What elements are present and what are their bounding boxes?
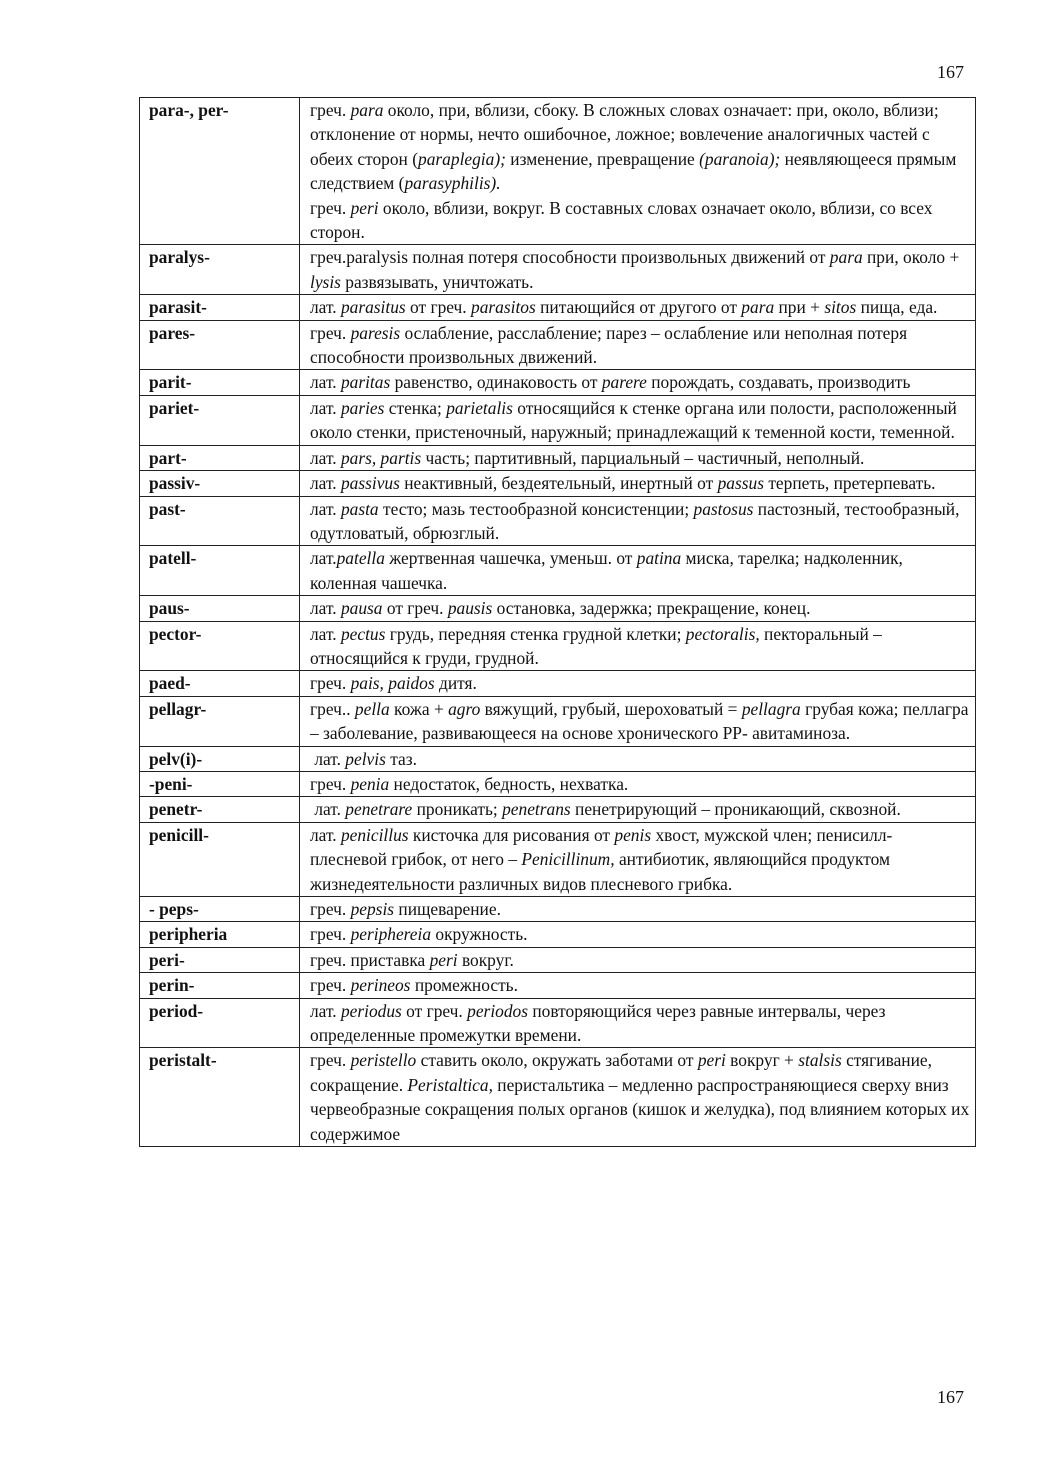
entry-definition xyxy=(300,320,976,370)
entry-definition xyxy=(300,621,976,671)
entry-term: paed- xyxy=(140,671,300,696)
entry-term: peristalt- xyxy=(140,1048,300,1147)
dictionary-row xyxy=(140,445,976,470)
entry-definition xyxy=(300,1048,976,1147)
entry-term: parit- xyxy=(140,370,300,395)
entry-definition-text: греч. penia недостаток, бедность, нехватка. xyxy=(310,773,629,794)
entry-term: para-, per- xyxy=(140,98,300,245)
entry-term: pelv(i)- xyxy=(140,746,300,771)
dictionary-row xyxy=(140,746,976,771)
entry-term: -peni- xyxy=(140,771,300,796)
entry-definition-text: греч. pepsis пищеварение. xyxy=(310,899,501,919)
entry-term: pector- xyxy=(140,621,300,671)
entry-term: peri- xyxy=(140,947,300,972)
entry-definition xyxy=(300,295,976,320)
entry-definition xyxy=(300,947,976,972)
entry-term: - peps- xyxy=(140,897,300,922)
entry-term: pariet- xyxy=(140,395,300,445)
entry-definition xyxy=(300,546,976,596)
dictionary-row xyxy=(140,98,976,245)
entry-definition-text: греч. perineos промежность. xyxy=(310,975,518,996)
entry-term: peripheria xyxy=(140,922,300,947)
dictionary-row xyxy=(140,696,976,746)
dictionary-row xyxy=(140,496,976,546)
dictionary-row xyxy=(140,546,976,596)
entry-term: patell- xyxy=(140,546,300,596)
entry-definition-text: лат. periodus от греч. periodos повторяющийся через равные интервалы, через определенные промежутки времени. xyxy=(310,1000,886,1046)
dictionary-row xyxy=(140,395,976,445)
entry-definition-text: греч. peristello ставить около, окружать заботами от peri вокруг + stalsis стягивание, сокращение. Peristaltica, перистальтика – медленно распространяющиеся сверху вниз червеобразные сокращения полых органов (кишок и желудка), под влиянием которых их содержимое xyxy=(310,1050,970,1144)
entry-definition xyxy=(300,797,976,822)
entry-term: paralys- xyxy=(140,245,300,295)
entry-definition-text: греч. pais, paidos дитя. xyxy=(310,673,477,694)
entry-definition xyxy=(300,471,976,496)
entry-definition xyxy=(300,746,976,771)
page-number-bottom: 167 xyxy=(937,1387,964,1407)
entry-definition xyxy=(300,998,976,1048)
entry-definition xyxy=(300,245,976,295)
entry-definition-text: лат.patella жертвенная чашечка, уменьш. от patina миска, тарелка; надколенник, коленная чашечка. xyxy=(310,548,903,593)
dictionary-row xyxy=(140,295,976,320)
dictionary-row xyxy=(140,370,976,395)
entry-definition xyxy=(300,822,976,896)
entry-definition-text: лат. pars, partis часть; партитивный, парциальный – частичный, неполный. xyxy=(310,447,865,468)
dictionary-row xyxy=(140,973,976,998)
dictionary-body xyxy=(140,98,976,1147)
entry-definition xyxy=(300,395,976,445)
entry-term: penetr- xyxy=(140,797,300,822)
dictionary-row xyxy=(140,596,976,621)
entry-definition-text: лат. paries стенка; parietalis относящийся к стенке органа или полости, расположенный около стенки, пристеночный, наружный; принадлежащий к теменной кости, теменной. xyxy=(310,397,957,443)
dictionary-row xyxy=(140,998,976,1048)
entry-definition-text: греч. para около, при, вблизи, сбоку. В сложных словах означает: при, около, вблизи; отклонение от нормы, нечто ошибочное, ложное; вовлечение аналогичных частей с обеих сторон (paraplegia); изменение, превращение (paranoia); неявляющееся прямым следствием (parasyphilis). греч. peri около, вблизи, вокруг. В составных словах означает около, вблизи, со всех сторон. xyxy=(310,100,957,243)
entry-definition-text: лат. passivus неактивный, бездеятельный, инертный от passus терпеть, претерпевать. xyxy=(310,473,936,494)
entry-term: passiv- xyxy=(140,471,300,496)
entry-definition xyxy=(300,897,976,922)
entry-term: past- xyxy=(140,496,300,546)
entry-definition-text: греч. paresis ослабление, расслабление; парез – ослабление или неполная потеря способности произвольных движений. xyxy=(310,322,908,368)
entry-term: penicill- xyxy=(140,822,300,896)
entry-definition-text: лат. pausa от греч. pausis остановка, задержка; прекращение, конец. xyxy=(310,598,811,619)
entry-definition-text: лат. pelvis таз. xyxy=(310,748,417,769)
dictionary-row xyxy=(140,947,976,972)
dictionary-row xyxy=(140,245,976,295)
dictionary-row xyxy=(140,922,976,947)
entry-definition-text: лат. pasta тесто; мазь тестообразной консистенции; pastosus пастозный, тестообразный, одутловатый, обрюзглый. xyxy=(310,498,960,543)
entry-definition xyxy=(300,496,976,546)
entry-definition xyxy=(300,596,976,621)
entry-term: period- xyxy=(140,998,300,1048)
dictionary-row xyxy=(140,771,976,796)
entry-definition-text: греч. periphereia окружность. xyxy=(310,924,528,945)
entry-definition xyxy=(300,696,976,746)
entry-term: part- xyxy=(140,445,300,470)
entry-definition xyxy=(300,771,976,796)
entry-definition-text: греч.paralysis полная потеря способности произвольных движений от para при, около + lysis развязывать, уничтожать. xyxy=(310,247,960,292)
entry-definition-text: лат. penicillus кисточка для рисования от penis хвост, мужской член; пенисилл- плесневой грибок, от него – Penicillinum, антибиотик, являющийся продуктом жизнедеятельности различных видов плесневого грибка. xyxy=(310,824,893,894)
entry-definition xyxy=(300,671,976,696)
dictionary-table xyxy=(139,97,976,1147)
dictionary-row xyxy=(140,797,976,822)
entry-definition-text: греч.. pella кожа + agro вяжущий, грубый, шероховатый = pellagra грубая кожа; пеллагра – заболевание, развивающееся на основе хронического РР- авитаминоза. xyxy=(310,698,969,744)
entry-term: perin- xyxy=(140,973,300,998)
entry-definition-text: лат. parasitus от греч. parasitos питающийся от другого от para при + sitos пища, еда. xyxy=(310,297,938,318)
entry-definition xyxy=(300,922,976,947)
dictionary-row xyxy=(140,671,976,696)
entry-definition-text: лат. paritas равенство, одинаковость от parere порождать, создавать, производить xyxy=(310,372,911,393)
entry-definition xyxy=(300,98,976,245)
entry-definition-text: греч. приставка peri вокруг. xyxy=(310,949,514,970)
entry-definition xyxy=(300,445,976,470)
entry-term: pellagr- xyxy=(140,696,300,746)
entry-definition xyxy=(300,973,976,998)
dictionary-row xyxy=(140,621,976,671)
dictionary-row xyxy=(140,471,976,496)
entry-term: pares- xyxy=(140,320,300,370)
dictionary-row xyxy=(140,897,976,922)
entry-definition xyxy=(300,370,976,395)
entry-term: paus- xyxy=(140,596,300,621)
entry-definition-text: лат. penetrare проникать; penetrans пенетрирующий – проникающий, сквозной. xyxy=(310,799,901,820)
dictionary-row xyxy=(140,1048,976,1147)
entry-term: parasit- xyxy=(140,295,300,320)
dictionary-row xyxy=(140,822,976,896)
dictionary-row xyxy=(140,320,976,370)
entry-definition-text: лат. pectus грудь, передняя стенка грудной клетки; pectoralis, пекторальный – относящийся к груди, грудной. xyxy=(310,623,882,668)
page-number-top: 167 xyxy=(937,62,964,82)
